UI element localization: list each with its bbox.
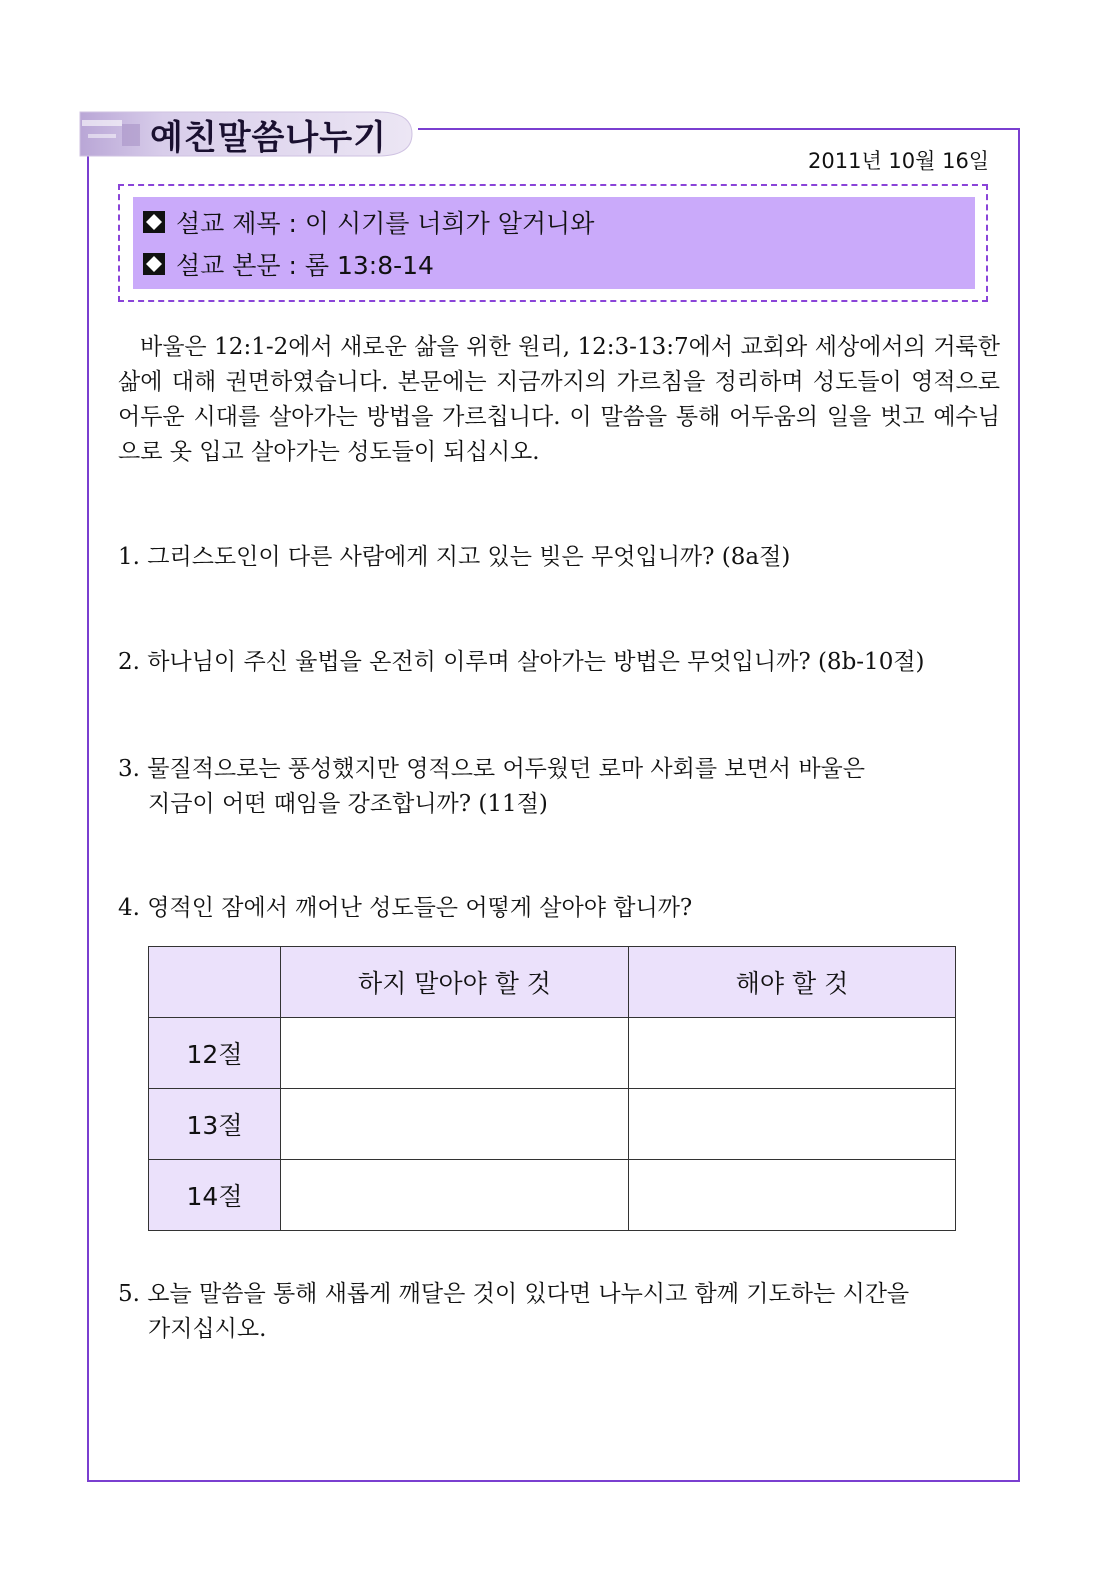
answer-table <box>148 946 956 1231</box>
sermon-title-text: 설교 제목 : 이 시기를 너희가 알거니와 <box>176 209 595 238</box>
table-header-corner <box>149 947 281 1018</box>
table-header-do: 해야 할 것 <box>629 947 956 1018</box>
question-2 <box>118 645 998 680</box>
sermon-text-text: 설교 본문 : 롬 13:8-14 <box>176 251 434 280</box>
sermon-text-line <box>142 246 434 282</box>
table-row <box>149 1018 956 1089</box>
question-3-text: 3. 물질적으로는 풍성했지만 영적으로 어두웠던 로마 사회를 보면서 바울은 <box>118 756 865 782</box>
table-cell-dont[interactable] <box>281 1160 629 1231</box>
table-row <box>149 1160 956 1231</box>
question-4 <box>118 891 998 926</box>
diamond-bullet-icon <box>142 252 166 276</box>
table-cell-dont[interactable] <box>281 1089 629 1160</box>
question-2-text: 2. 하나님이 주신 율법을 온전히 이루며 살아가는 방법은 무엇입니까? (8b-10절) <box>118 649 925 675</box>
table-row-label: 12절 <box>149 1018 281 1089</box>
question-4-text: 4. 영적인 잠에서 깨어난 성도들은 어떻게 살아야 합니까? <box>118 895 693 921</box>
question-1-text: 1. 그리스도인이 다른 사람에게 지고 있는 빚은 무엇입니까? (8a절) <box>118 544 791 570</box>
intro-paragraph: 바울은 12:1-2에서 새로운 삶을 위한 원리, 12:3-13:7에서 교회와 세상에서의 거룩한 삶에 대해 권면하였습니다. 본문에는 지금까지의 가르침을 정리하며 성도들이 영적으로 어두운 시대를 살아가는 방법을 가르칩니다. 이 말씀을 통해 어두움의 일을 벗고 예수님으로 옷 입고 살아가는 성도들이 되십시오. <box>118 334 1000 465</box>
frame-top-line <box>418 128 1020 130</box>
table-cell-dont[interactable] <box>281 1018 629 1089</box>
question-1 <box>118 540 998 575</box>
table-header-dont: 하지 말아야 할 것 <box>281 947 629 1018</box>
table-row <box>149 1089 956 1160</box>
table-row-label: 14절 <box>149 1160 281 1231</box>
question-5 <box>118 1277 998 1347</box>
question-3 <box>118 752 998 822</box>
table-row-label: 13절 <box>149 1089 281 1160</box>
date-label: 2011년 10월 16일 <box>808 149 990 173</box>
table-cell-do[interactable] <box>629 1160 956 1231</box>
question-5-text: 5. 오늘 말씀을 통해 새롭게 깨달은 것이 있다면 나누시고 함께 기도하는 시간을 <box>118 1281 910 1307</box>
table-header-row <box>149 947 956 1018</box>
sermon-title-line <box>142 204 594 240</box>
table-cell-do[interactable] <box>629 1089 956 1160</box>
question-5-continuation: 가지십시오. <box>148 1316 267 1342</box>
page-title: 예친말씀나누기 <box>150 118 387 158</box>
table-cell-do[interactable] <box>629 1018 956 1089</box>
diamond-bullet-icon <box>142 210 166 234</box>
question-3-continuation: 지금이 어떤 때임을 강조합니까? (11절) <box>148 791 548 817</box>
